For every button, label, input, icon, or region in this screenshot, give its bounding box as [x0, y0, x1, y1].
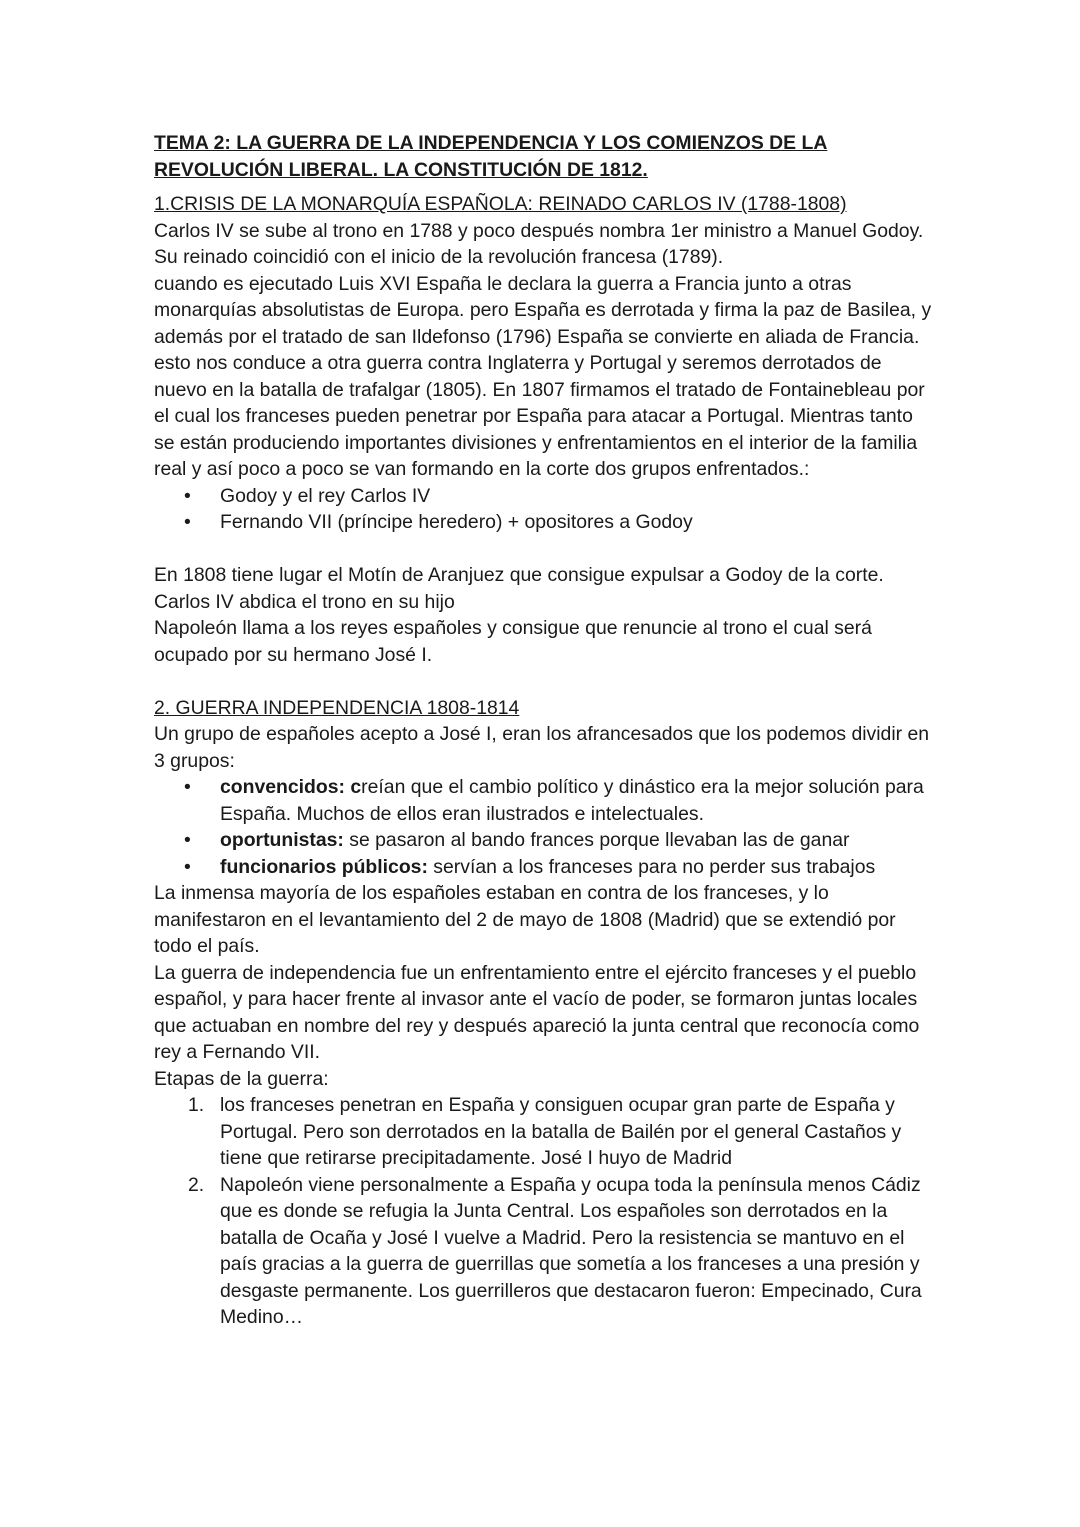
section-1-paragraph: Napoleón llama a los reyes españoles y consigue que renuncie al trono el cual será ocupado por su hermano José I.	[154, 617, 872, 666]
page-title: TEMA 2: LA GUERRA DE LA INDEPENDENCIA Y LOS COMIENZOS DE LA REVOLUCIÓN LIBERAL. LA CONSTITUCIÓN DE 1812.	[154, 132, 828, 181]
section-1-paragraph: Carlos IV abdica el trono en su hijo	[154, 590, 455, 613]
war-stages-list	[154, 1092, 934, 1331]
section-1-paragraph: cuando es ejecutado Luis XVI España le declara la guerra a Francia junto a otras monarquías absolutistas de Europa. pero España es derrotada y firma la paz de Basilea, y además por el tratado de san Ildefonso (1796) España se convierte en aliada de Francia. esto nos conduce a otra guerra contra Inglaterra y Portugal y seremos derrotados de nuevo en la batalla de trafalgar (1805). En 1807 firmamos el tratado de Fontainebleau por el cual los franceses pueden penetrar por España para atacar a Portugal. Mientras tanto se están produciendo importantes divisiones y enfrentamientos en el interior de la familia real y así poco a poco se van formando en la corte dos grupos enfrentados.:	[154, 272, 932, 480]
section-2-intro: Un grupo de españoles acepto a José I, eran los afrancesados que los podemos dividir en 3 grupos:	[154, 723, 930, 772]
stage-number: 2.	[188, 1173, 205, 1196]
list-item	[154, 774, 934, 827]
list-item	[154, 827, 934, 854]
list-item	[154, 1092, 934, 1172]
section-1-heading: 1.CRISIS DE LA MONARQUÍA ESPAÑOLA: REINADO CARLOS IV (1788-1808)	[154, 193, 847, 215]
section-2-paragraph: La inmensa mayoría de los españoles estaban en contra de los franceses, y lo manifestaron en el levantamiento del 2 de mayo de 1808 (Madrid) que se extendió por todo el país.	[154, 882, 896, 957]
stage-text: los franceses penetran en España y consiguen ocupar gran parte de España y Portugal. Pero son derrotados en la batalla de Bailén por el general Castaños y tiene que retirarse precipitadamente. José I huyo de Madrid	[220, 1094, 902, 1169]
stage-text: Napoleón viene personalmente a España y ocupa toda la península menos Cádiz que es donde se refugia la Junta Central. Los españoles son derrotados en la batalla de Ocaña y José I vuelve a Madrid. Pero la resistencia se mantuvo en el país gracias a la guerra de guerrillas que sometía a los franceses a una presión y desgaste permanente. Los guerrilleros que destacaron fueron: Empecinado, Cura Medino…	[220, 1173, 922, 1328]
group-description: reían que el cambio político y dinástico era la mejor solución para España. Muchos de ellos eran ilustrados e intelectuales.	[220, 776, 924, 825]
court-groups-list	[154, 483, 934, 536]
afrancesados-groups-list	[154, 774, 934, 880]
section-2-paragraph: La guerra de independencia fue un enfrentamiento entre el ejército franceses y el pueblo español, y para hacer frente al invasor ante el vacío de poder, se formaron juntas locales que actuaban en nombre del rey y después apareció la junta central que reconocía como rey a Fernando VII.	[154, 961, 920, 1063]
section-2-heading: 2. GUERRA INDEPENDENCIA 1808-1814	[154, 696, 520, 719]
document-content	[154, 130, 934, 1331]
list-item	[154, 1172, 934, 1331]
list-item: • Fernando VII (príncipe heredero) + opositores a Godoy	[154, 509, 934, 536]
section-1-paragraph: Carlos IV se sube al trono en 1788 y poco después nombra 1er ministro a Manuel Godoy. Su reinado coincidió con el inicio de la revolución francesa (1789).	[154, 219, 924, 268]
group-description: se pasaron al bando frances porque llevaban las de ganar	[343, 829, 850, 851]
stage-number: 1.	[188, 1094, 205, 1116]
list-item: • Godoy y el rey Carlos IV	[154, 483, 934, 510]
section-1-paragraph: En 1808 tiene lugar el Motín de Aranjuez que consigue expulsar a Godoy de la corte.	[154, 564, 884, 586]
group-term: funcionarios públicos:	[220, 855, 428, 878]
group-term: convencidos: c	[220, 776, 362, 798]
group-description: servían a los franceses para no perder sus trabajos	[427, 855, 876, 878]
group-term: oportunistas:	[220, 829, 344, 851]
list-item	[154, 854, 934, 881]
stages-label: Etapas de la guerra:	[154, 1067, 329, 1090]
